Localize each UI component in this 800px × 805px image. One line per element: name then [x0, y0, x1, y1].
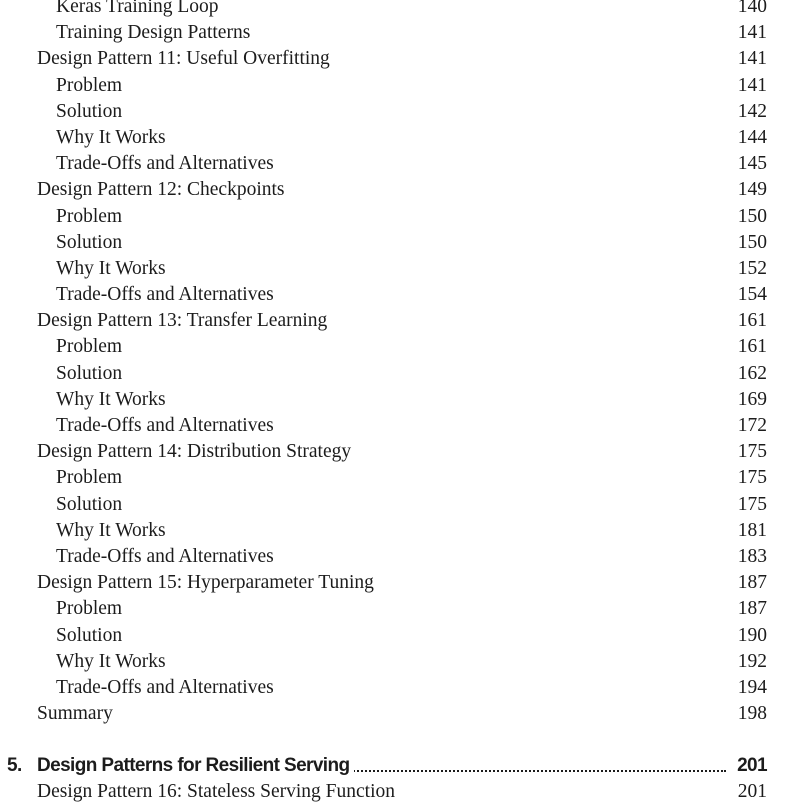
toc-entry-page: 187 — [737, 598, 767, 620]
toc-entry-label: Why It Works — [56, 519, 166, 541]
toc-entry-page: 162 — [737, 362, 767, 384]
toc-entry-page: 187 — [737, 572, 767, 594]
toc-entry-label: Design Pattern 11: Useful Overfitting — [37, 48, 330, 70]
toc-entry — [0, 177, 800, 203]
toc-entry — [0, 439, 800, 465]
toc-entry-label: Why It Works — [56, 126, 166, 148]
toc-entry-page: 141 — [737, 22, 767, 44]
toc-entry-page: 194 — [737, 676, 767, 698]
toc-entry-label: Design Pattern 14: Distribution Strategy — [37, 441, 352, 463]
chapter-number: 5. — [7, 755, 22, 777]
toc-entry-page: 175 — [737, 441, 767, 463]
toc-entry — [0, 308, 800, 334]
toc-entry-page: 169 — [737, 388, 767, 410]
toc-entry — [0, 518, 800, 544]
toc-entry-page: 190 — [737, 624, 767, 646]
toc-entry — [0, 413, 800, 439]
toc-entry-label: Solution — [56, 624, 123, 646]
toc-entry-label: Problem — [56, 336, 123, 358]
toc-entry — [0, 465, 800, 491]
section-gap — [0, 727, 800, 753]
toc-entry-page: 183 — [737, 545, 767, 567]
toc-entry-page: 141 — [737, 48, 767, 70]
toc-entry-label: Trade-Offs and Alternatives — [56, 284, 274, 306]
toc-entry — [0, 125, 800, 151]
toc-entry-label: Keras Training Loop — [56, 0, 219, 17]
toc-entry-page: 172 — [737, 415, 767, 436]
toc-entry — [0, 230, 800, 256]
toc-entry-page: 154 — [737, 284, 767, 306]
toc-entry-label: Problem — [56, 74, 123, 96]
toc-entry-page: 144 — [737, 126, 767, 148]
toc-entry-page: 175 — [737, 467, 767, 489]
toc-entry-label: Trade-Offs and Alternatives — [56, 153, 274, 175]
toc-entry-page: 175 — [737, 493, 767, 515]
toc-entry-page: 161 — [737, 310, 767, 332]
toc-entry-label: Solution — [56, 231, 123, 253]
toc-entry — [0, 334, 800, 360]
toc-entry-page: 140 — [737, 0, 767, 17]
toc-entry — [0, 596, 800, 622]
toc-entry-label: Design Pattern 13: Transfer Learning — [37, 310, 328, 332]
toc-entry — [0, 361, 800, 387]
toc-entry — [0, 151, 800, 177]
toc-entry — [0, 701, 800, 727]
toc-entry-label: Problem — [56, 467, 123, 489]
toc-entry — [0, 492, 800, 518]
toc-entry-label: Trade-Offs and Alternatives — [56, 545, 274, 567]
toc-entry-page: 145 — [737, 153, 767, 175]
toc-entry-page: 141 — [737, 74, 767, 96]
toc-entry-label: Trade-Offs and Alternatives — [56, 676, 274, 698]
toc-entry — [0, 73, 800, 99]
toc-entry-label: Training Design Patterns — [56, 22, 251, 44]
toc-entry-page: 201 — [737, 781, 767, 803]
toc-entry-label: Why It Works — [56, 388, 166, 410]
toc-entry-label: Design Pattern 16: Stateless Serving Function — [37, 781, 396, 803]
toc-entry-label: Why It Works — [56, 257, 166, 279]
toc-entry — [0, 675, 800, 701]
toc-entry — [0, 0, 800, 20]
toc-entry-label: Solution — [56, 493, 123, 515]
toc-entry-page: 181 — [737, 519, 767, 541]
chapter-title: Design Patterns for Resilient Serving — [37, 753, 354, 779]
toc-entry — [0, 99, 800, 125]
toc-entry — [0, 649, 800, 675]
toc-entry-label: Solution — [56, 362, 123, 384]
toc-entry-label: Solution — [56, 100, 123, 122]
toc-entry — [0, 282, 800, 308]
chapter-page: 201 — [733, 753, 767, 779]
chapter-heading — [0, 753, 800, 779]
dot-leader — [330, 770, 726, 772]
toc-entry-label: Trade-Offs and Alternatives — [56, 415, 274, 436]
toc-entry — [0, 256, 800, 282]
toc-entry-label: Problem — [56, 205, 123, 227]
toc-entry-label: Design Pattern 15: Hyperparameter Tuning — [37, 572, 374, 594]
toc-entry-page: 150 — [737, 205, 767, 227]
toc-entry — [0, 544, 800, 570]
toc-entry-page: 149 — [737, 179, 767, 201]
toc-entry — [0, 570, 800, 596]
toc-entry-label: Summary — [37, 703, 113, 725]
toc-entry-page: 161 — [737, 336, 767, 358]
toc-entry — [0, 204, 800, 230]
toc-entry-page: 152 — [737, 257, 767, 279]
toc-entry — [0, 387, 800, 413]
toc-entry — [0, 46, 800, 72]
toc-entry-label: Problem — [56, 598, 123, 620]
toc-entry — [0, 779, 800, 805]
toc-entry-page: 192 — [737, 650, 767, 672]
toc-entry — [0, 20, 800, 46]
toc-entry-page: 142 — [737, 100, 767, 122]
toc-entry — [0, 623, 800, 649]
toc-entry-page: 198 — [737, 703, 767, 725]
toc-entry-label: Why It Works — [56, 650, 166, 672]
toc-entry-page: 150 — [737, 231, 767, 253]
toc-entry-label: Design Pattern 12: Checkpoints — [37, 179, 285, 201]
